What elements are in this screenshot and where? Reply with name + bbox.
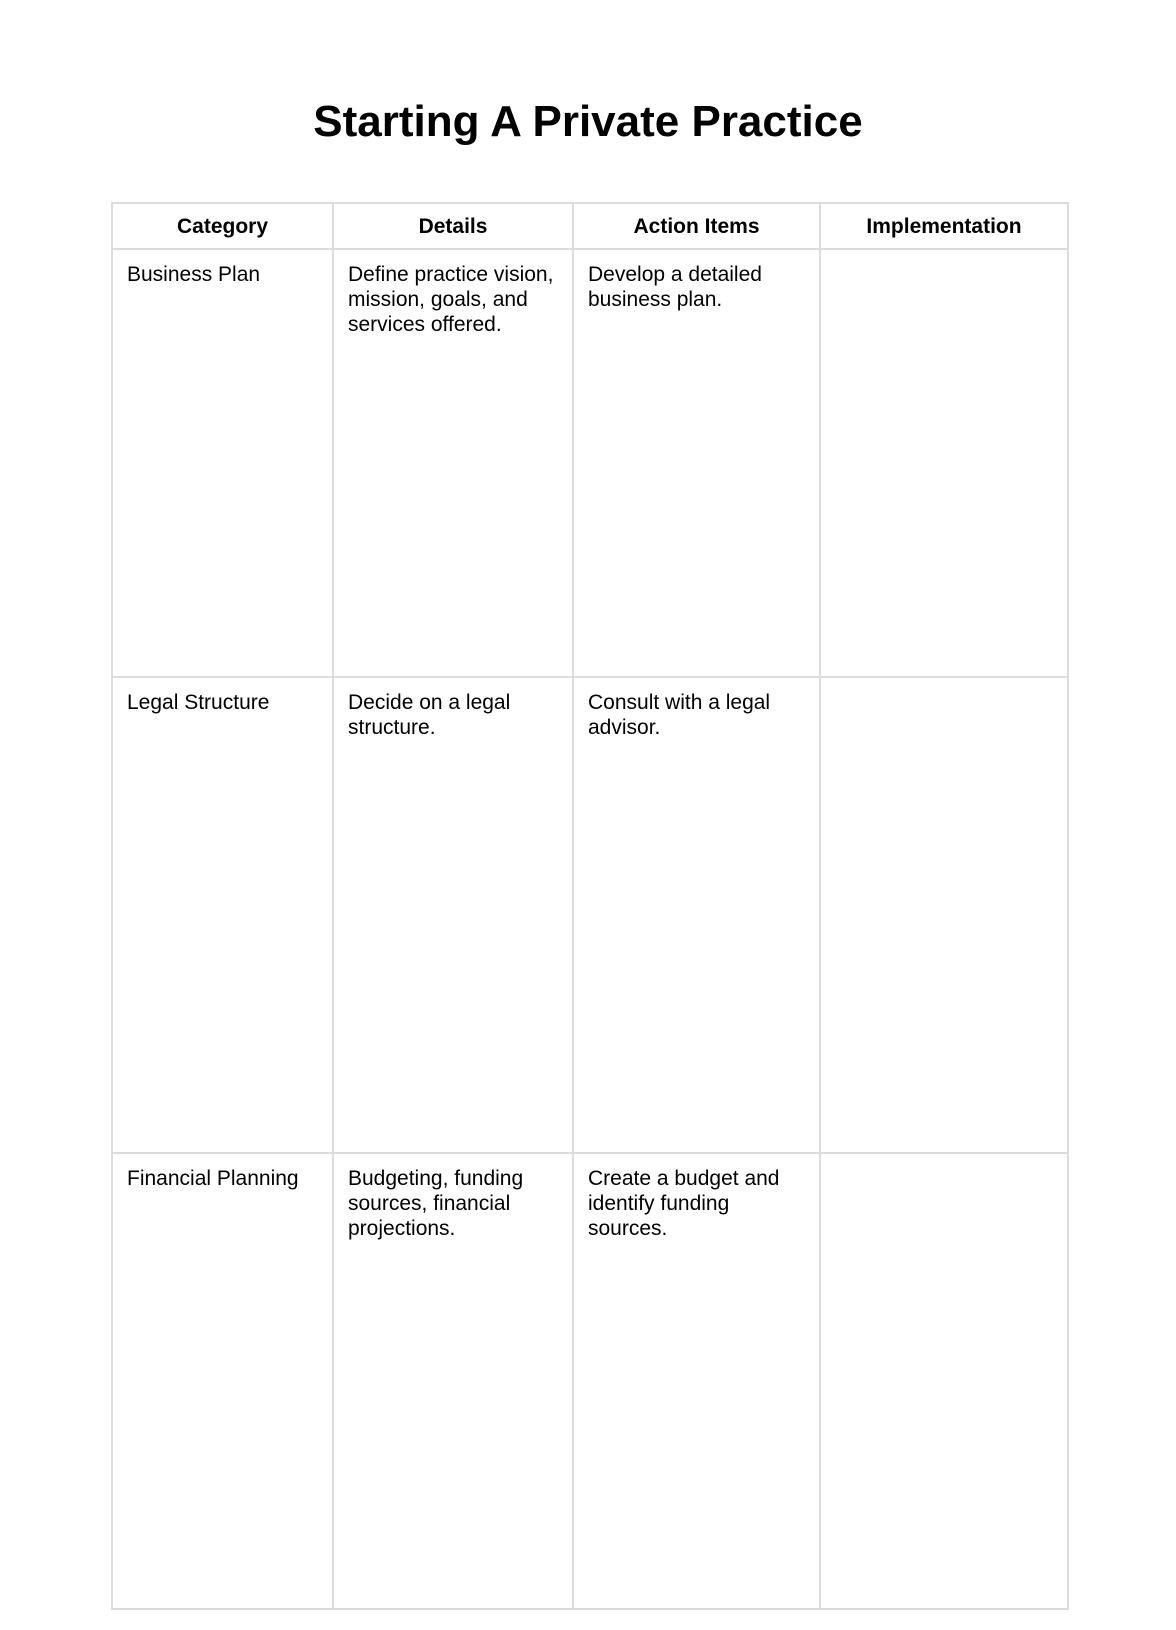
cell-details: Budgeting, funding sources, financial projections.: [333, 1153, 573, 1609]
cell-details: Define practice vision, mission, goals, and services offered.: [333, 249, 573, 677]
header-category: Category: [112, 203, 333, 249]
table-row: [112, 677, 1068, 1153]
cell-implementation[interactable]: [820, 1153, 1068, 1609]
cell-action-items: Create a budget and identify funding sources.: [573, 1153, 820, 1609]
cell-category: Legal Structure: [112, 677, 333, 1153]
page-title: Starting A Private Practice: [313, 97, 863, 146]
header-implementation: Implementation: [820, 203, 1068, 249]
cell-implementation[interactable]: [820, 249, 1068, 677]
cell-action-items: Develop a detailed business plan.: [573, 249, 820, 677]
cell-category: Business Plan: [112, 249, 333, 677]
cell-category: Financial Planning: [112, 1153, 333, 1609]
header-details: Details: [333, 203, 573, 249]
table-header-row: [112, 203, 1068, 249]
cell-details: Decide on a legal structure.: [333, 677, 573, 1153]
table-row: [112, 249, 1068, 677]
practice-plan-table: [111, 202, 1069, 1610]
header-action-items: Action Items: [573, 203, 820, 249]
cell-implementation[interactable]: [820, 677, 1068, 1153]
table-row: [112, 1153, 1068, 1609]
cell-action-items: Consult with a legal advisor.: [573, 677, 820, 1153]
